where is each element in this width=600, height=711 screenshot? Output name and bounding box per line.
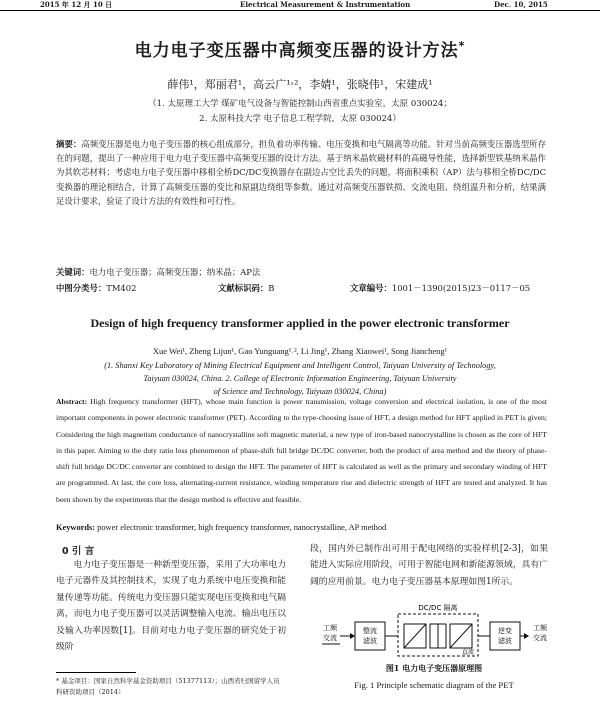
- footnote-rule: [56, 672, 136, 673]
- inverter-line-2: 滤波: [498, 637, 512, 645]
- arrow-4-head: [524, 633, 529, 639]
- figure-caption-en: Fig. 1 Principle schematic diagram of the PET: [354, 680, 514, 690]
- article-number: 文章编号：1001－1390(2015)23－0117－05: [350, 283, 531, 293]
- ac-output-line-1: 工频: [533, 624, 547, 632]
- english-title: Design of high frequency transformer applied in the power electronic transformer: [90, 316, 510, 330]
- ac-input-label: [323, 623, 338, 642]
- inverter-line-1: 逆变: [498, 627, 512, 635]
- english-affiliation-1: (1. Shanxi Key Laboratory of Mining Electrical Equipment and Intelligent Control, Taiyuan University of Technology,: [104, 361, 496, 370]
- english-authors: Xue Wei¹, Zheng Lijun¹, Gao Yunguang¹˒², Li Jing¹, Zhang Xiaowei¹, Song Jiancheng¹: [152, 346, 448, 356]
- chinese-title: 电力电子变压器中高频变压器的设计方法*: [134, 39, 466, 61]
- arrow-1-head: [350, 633, 355, 639]
- intro-left-column: 电力电子变压器是一种新型变压器，采用了大功率电力电子元器件及其控制技术，实现了电力系统中电压变换和能量传递等功能。传统电力变压器只能实现电压变换和电气隔离，而电力电子变压器可以灵活调整输入电流、输出电压以及输入功率因数[1]。目前对电力电子变压器的研究处于初级阶: [56, 560, 286, 653]
- rectifier-line-1: 整流: [363, 627, 377, 635]
- dc-label: 直流: [461, 649, 475, 656]
- chinese-affiliation-2: 2. 太原科技大学 电子信息工程学院，太原 030024）: [199, 114, 401, 124]
- rectifier-line-2: 滤波: [363, 637, 377, 645]
- intro-right-column: 段，国内外已制作出可用于配电网络的实验样机[2-3]，如果能进入实际应用阶段，可用于智能电网和新能源领域，具有广阔的应用前景。电力电子变压器基本原理如图1所示。: [310, 544, 548, 587]
- section-heading-intro: 0 引 言: [62, 546, 95, 557]
- english-affiliation-2: Taiyuan 030024, China. 2. College of Electronic Information Engineering, Taiyuan University: [143, 374, 457, 383]
- header-date-en: Dec. 10, 2015: [494, 0, 548, 9]
- ac-input-line-2: 交流: [323, 634, 337, 642]
- chinese-authors: 薛伟¹，郑丽君¹，高云广¹˒²，李婧¹，张晓伟¹，宋建成¹: [167, 78, 433, 91]
- header-journal: Electrical Measurement & Instrumentation: [240, 0, 411, 9]
- chinese-affiliation-1: （1. 太原理工大学 煤矿电气设备与智能控制山西省重点实验室，太原 030024；: [148, 99, 452, 109]
- ac-input-line-1: 工频: [323, 624, 337, 632]
- dcdc-label: DC/DC 隔离: [418, 604, 458, 612]
- header-date: 2015 年 12 月 10 日: [40, 0, 113, 9]
- english-affiliation-3: of Science and Technology, Taiyuan 030024, China): [213, 387, 387, 396]
- english-abstract: Abstract: High frequency transformer (HFT), whose main function is power transmission, voltage conversion and electrical isolation, is one of the most important components in power electronic transformer (PET). According to the type-choosing issue of HFT, a design method for HFT applied in PET is given; Considering the high magnetism conductance of nanocrystalline soft magnetic material, a new type of iron-based nanocrystalline is chosen as the core of HFT in this paper. Aiming to the duty ratio loss phenomenon of phase-shift full bridge DC/DC converter, both the product of area method and the theory of phase-shift full bridge DC/DC converter are combined to design the HFT. The parameter of HFT is calculated as well as the primary and secondary winding of HFT are programmed. At last, the core loss, alternating-current resistance, winding temperature rise and dielectric strength of HFT are tested and analyzed. It has been shown by the experiments that the design method is effective and feasible.: [56, 397, 547, 504]
- chinese-keywords: 关键词：电力电子变压器；高频变压器；纳米晶；AP法: [56, 267, 261, 277]
- document-code: 文献标识码：B: [218, 283, 275, 293]
- ac-output-line-2: 交流: [533, 634, 547, 642]
- running-header: [0, 0, 600, 11]
- figure-caption-cn: 图1 电力电子变压器原理图: [385, 663, 483, 673]
- clc-number: 中图分类号：TM402: [56, 283, 137, 293]
- english-keywords: Keywords: power electronic transformer, high frequency transformer, nanocrystalline, AP method: [56, 523, 387, 532]
- footnote: * 基金项目：国家自然科学基金资助项目（51377113）；山西省归国留学人员科研资助项目（2014）: [56, 677, 280, 696]
- chinese-abstract: 摘要：高频变压器是电力电子变压器的核心组成部分，担负着功率传输、电压变换和电气隔离等功能。针对当前高频变压器选型所存在的问题，提出了一种应用于电力电子变压器中高频变压器的设计方法。基于纳米晶软磁材料的高磁导性能，选择新型铁基纳米晶作为其软芯材料；考虑电力电子变压器中移相全桥DC/DC变换器存在副边占空比丢失的问题，将面积乘积（AP）法与移相全桥DC/DC变换器的理论相结合，计算了高频变压器的变比和原副边绕组等参数。通过对高频变压器铁损、交流电阻、绕组温升和分析，结果满足设计要求，验证了设计方法的有效性和可行性。: [56, 139, 547, 206]
- pet-principle-diagram: [318, 600, 550, 660]
